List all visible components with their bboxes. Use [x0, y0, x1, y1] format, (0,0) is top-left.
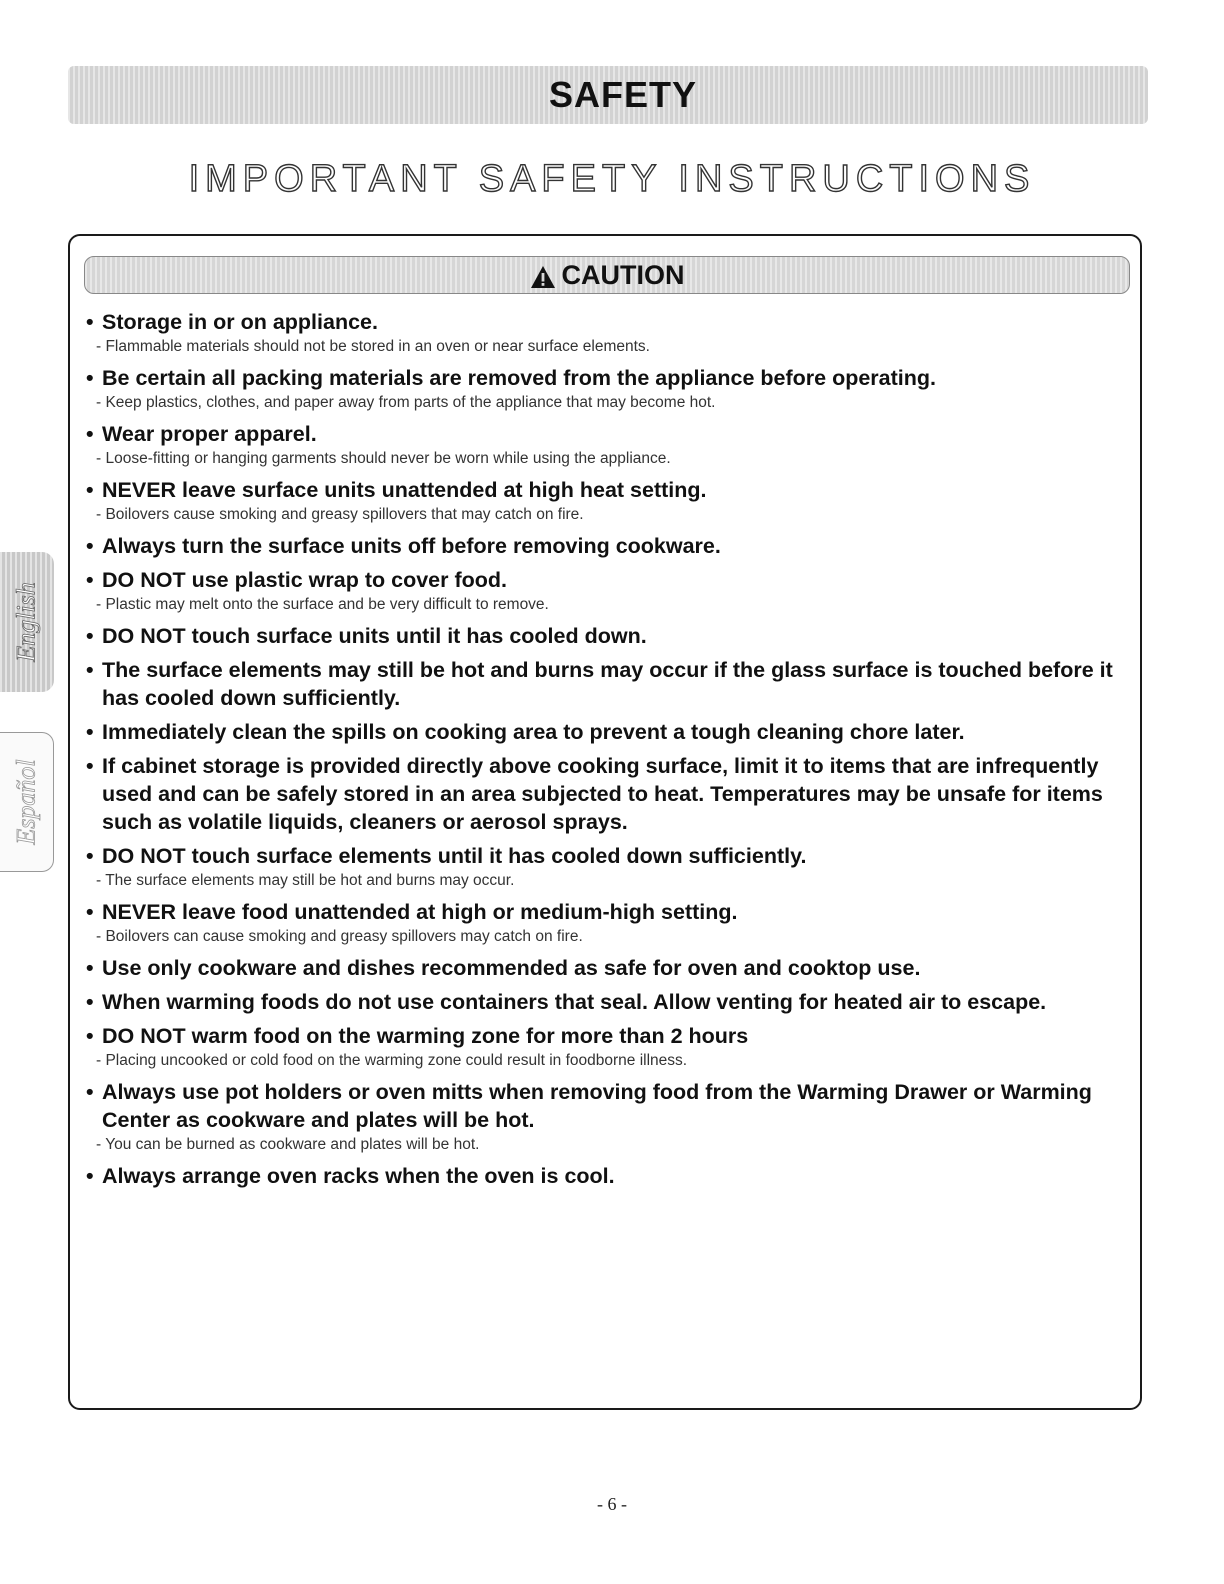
list-item: [84, 420, 1124, 470]
caution-header: [84, 256, 1130, 294]
item-heading: • DO NOT touch surface elements until it has cooled down sufficiently.: [84, 842, 1124, 870]
list-item: [84, 308, 1124, 358]
page-number: - 6 -: [597, 1494, 627, 1514]
item-detail: - You can be burned as cookware and plates will be hot.: [96, 1136, 480, 1153]
item-heading: • If cabinet storage is provided directly above cooking surface, limit it to items that are infrequently used and can be safely stored in an area subjected to heat. Temperatures may be unsafe for items such as volatile liquids, cleaners or aerosol sprays.: [84, 752, 1124, 836]
list-item: [84, 898, 1124, 948]
language-tab-english[interactable]: [0, 552, 54, 692]
tab-label-espanol: Español: [11, 759, 41, 845]
list-item: [84, 988, 1124, 1016]
list-item: [84, 1022, 1124, 1072]
list-item: [84, 476, 1124, 526]
list-item: [84, 752, 1124, 836]
item-heading: • When warming foods do not use containers that seal. Allow venting for heated air to escape.: [84, 988, 1124, 1016]
list-item: [84, 718, 1124, 746]
item-heading: • Immediately clean the spills on cooking area to prevent a tough cleaning chore later.: [84, 718, 1124, 746]
list-item: [84, 532, 1124, 560]
list-item: [84, 1078, 1124, 1156]
item-detail: - The surface elements may still be hot and burns may occur.: [96, 872, 515, 889]
item-detail: - Keep plastics, clothes, and paper away from parts of the appliance that may become hot.: [96, 394, 716, 411]
item-heading: • Wear proper apparel.: [84, 420, 1124, 448]
language-tab-espanol[interactable]: [0, 732, 54, 872]
caution-list: [84, 308, 1124, 1196]
item-heading: • Storage in or on appliance.: [84, 308, 1124, 336]
item-heading: • Be certain all packing materials are removed from the appliance before operating.: [84, 364, 1124, 392]
list-item: [84, 842, 1124, 892]
item-heading: • DO NOT use plastic wrap to cover food.: [84, 566, 1124, 594]
list-item: [84, 656, 1124, 712]
item-heading: • DO NOT touch surface units until it has cooled down.: [84, 622, 1124, 650]
item-heading: • DO NOT warm food on the warming zone for more than 2 hours: [84, 1022, 1124, 1050]
item-heading: • Always arrange oven racks when the oven is cool.: [84, 1162, 1124, 1190]
caution-box: [68, 234, 1142, 1410]
item-heading: • The surface elements may still be hot and burns may occur if the glass surface is touched before it has cooled down sufficiently.: [84, 656, 1124, 712]
item-detail: - Loose-fitting or hanging garments should never be worn while using the appliance.: [96, 450, 671, 467]
caution-label: CAUTION: [561, 259, 685, 290]
item-detail: - Flammable materials should not be stored in an oven or near surface elements.: [96, 338, 650, 355]
list-item: [84, 364, 1124, 414]
item-heading: • NEVER leave food unattended at high or medium-high setting.: [84, 898, 1124, 926]
item-heading: • NEVER leave surface units unattended at high heat setting.: [84, 476, 1124, 504]
item-detail: - Plastic may melt onto the surface and be very difficult to remove.: [96, 596, 549, 613]
section-banner: [68, 66, 1148, 124]
list-item: [84, 1162, 1124, 1190]
item-detail: - Placing uncooked or cold food on the warming zone could result in foodborne illness.: [96, 1052, 688, 1069]
section-title: SAFETY: [548, 74, 697, 115]
page-subtitle: IMPORTANT SAFETY INSTRUCTIONS: [188, 158, 1036, 200]
list-item: [84, 566, 1124, 616]
item-heading: • Use only cookware and dishes recommended as safe for oven and cooktop use.: [84, 954, 1124, 982]
item-detail: - Boilovers cause smoking and greasy spillovers that may catch on fire.: [96, 506, 584, 523]
item-heading: • Always use pot holders or oven mitts when removing food from the Warming Drawer or Warming Center as cookware and plates will be hot.: [84, 1078, 1124, 1134]
warning-triangle-icon: [530, 265, 556, 289]
item-detail: - Boilovers can cause smoking and greasy spillovers may catch on fire.: [96, 928, 583, 945]
list-item: [84, 954, 1124, 982]
item-heading: • Always turn the surface units off before removing cookware.: [84, 532, 1124, 560]
list-item: [84, 622, 1124, 650]
tab-label-english: English: [12, 582, 42, 662]
